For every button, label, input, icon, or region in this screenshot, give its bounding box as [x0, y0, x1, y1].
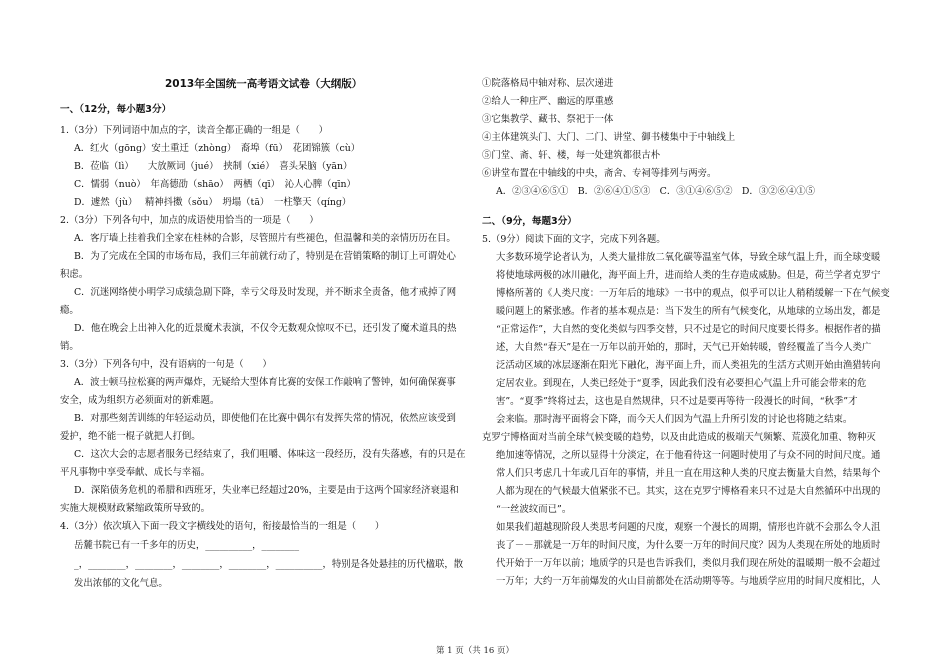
- right-text-line: 定居农业。到现在，人类已经处于“夏季，因此我们没有必要担心气温上升可能会带来的危: [496, 378, 867, 389]
- right-text-line: ⑥讲堂布置在中轴线的中央，斋舍、专祠等排列与两旁。: [482, 168, 717, 179]
- page-title: 2013年全国统一高考语文试卷（大纲版）: [165, 78, 363, 90]
- left-text-line: D．他在晚会上出神入化的近景魔术表演，不仅令无数观众惊叹不已，还引发了魔术道具的热: [74, 323, 457, 334]
- left-text-line: 岳麓书院已有一千多年的历史，__________，________: [74, 540, 300, 551]
- right-text-line: ①院落格局中轴对称、层次递进: [482, 78, 614, 89]
- left-text-line: 实施大规模财政紧缩政策所导致的。: [60, 503, 211, 514]
- right-text-line: 丧了－－那就是一万年的时间尺度，为什么要一万年的时间尺度？因为人类现在所处的地质时: [496, 540, 881, 551]
- left-text-line: D．遽然（jù） 精神抖擞（sǒu） 坍塌（tā） 一柱擎天（qíng）: [74, 197, 352, 208]
- left-text-line: 3.（3分）下列各句中，没有语病的一句是（ ）: [60, 359, 272, 370]
- right-text-line: A．②③④⑥⑤① B．②⑥④①⑤③ C．③①④⑥⑤② D．③②⑥④①⑤: [496, 186, 815, 197]
- left-text-line: B．对那些刻苦训练的年轻运动员，即使他们在比赛中偶尔有发挥失常的情况，依然应该受到: [74, 413, 456, 424]
- left-text-line: C．这次大会的志愿者服务已经结束了，我们咀嚼、体味这一段经历，没有失落感，有的只是在: [74, 449, 466, 460]
- left-text-line: 销。: [60, 341, 79, 352]
- right-text-line: 大多数环境学论者认为，人类大量排放二氧化碳等温室气体，导致全球气温上升，而全球变暖: [496, 252, 881, 263]
- left-text-line: D．深陷债务危机的希腊和西班牙，失业率已经超过20%，主要是由于这两个国家经济衰退和: [74, 485, 459, 496]
- left-text-line: 爱护，绝不能一棍子就把人打倒。: [60, 431, 201, 442]
- left-text-line: 1.（3分）下列词语中加点的字，读音全都正确的一组是（ ）: [60, 125, 329, 136]
- right-text-line: 二、（9分，每题3分）: [482, 216, 577, 227]
- right-text-line: “一丝波纹而已”。: [496, 504, 572, 515]
- right-text-line: 代开始于一万年以前；地质学的只是也告诉我们，类似月我们现在所处的温暖期一般不会超过: [496, 558, 881, 569]
- left-text-line: 2.（3分）下列各句中，加点的成语使用恰当的一项是（ ）: [60, 215, 319, 226]
- left-text-line: 瘾。: [60, 305, 79, 316]
- left-text-line: 安全，成为组织方必须面对的新难题。: [60, 395, 220, 406]
- left-text-line: B．莅临（lì） 大放厥词（jué） 挟制（xié） 喜头呆脑（yān）: [74, 161, 353, 172]
- right-text-line: 暖问题上的紧张感。作者的基本观点是：当下发生的所有气候变化，从地球的立场出发，都是: [496, 306, 881, 317]
- right-text-line: 一万年；大约一万年前爆发的火山目前都处在活动期等等。与地质学应用的时间尺度相比，人: [496, 576, 881, 587]
- left-text-line: B．为了完成在全国的市场布局，我们三年前就行动了，特别是在营销策略的制订上可谓处心: [74, 251, 456, 262]
- right-text-line: 克罗宁博格面对当前全球气候变暖的趋势，以及由此造成的极端天气频繁、荒漠化加重、物种灭: [482, 432, 876, 443]
- right-text-line: 5.（9分）阅读下面的文字，完成下列各题。: [482, 234, 666, 245]
- right-text-line: 泛活动区域的冰层逐渐在阳光下融化，海平面上升，而人类祖先的生活方式则开始由渔猎转向: [496, 360, 881, 371]
- left-text-line: C．懦弱（nuò） 年高德劭（shāo） 两栖（qī） 沁人心脾（qīn）: [74, 179, 356, 190]
- right-text-line: 述，大自然“春天”是在一万年以前开始的，那时，天气已开始转暖，曾经覆盖了当今人类广: [496, 342, 872, 353]
- right-text-line: ④主体建筑头门、大门、二门、讲堂、御书楼集中于中轴线上: [482, 132, 736, 143]
- right-text-line: 人都为现在的气候最大值紧张不已。其实，这在克罗宁博格看来只不过是大自然循环中出现的: [496, 486, 881, 497]
- left-text-line: A．红火（gōng）安土重迁（zhòng） 裔埠（fū） 花团锦簇（cù）: [74, 143, 361, 154]
- right-text-line: 绝加速等情况，之所以显得十分淡定，在于他看待这一问题时使用了与众不同的时间尺度。通: [496, 450, 881, 461]
- left-text-line: 积虑。: [60, 269, 89, 280]
- right-text-line: 会来临。那时海平面将会下降，而今天人们因为气温上升所引发的讨论也将随之结束。: [496, 414, 853, 425]
- right-text-line: 博格所著的《人类尺度：一万年后的地球》一书中的观点，似乎可以让人稍稍缓解一下在气候变: [496, 288, 890, 299]
- right-text-line: 如果我们超越现阶段人类思考问题的尺度，观察一个漫长的周期，情形也许就不会那么令人沮: [496, 522, 881, 533]
- right-text-line: 害”。“夏季”终将过去，这也是自然规律，只不过是要再等待一段漫长的时间，“秋季”才: [496, 396, 858, 407]
- right-text-line: “正常运作”，大自然的变化类似与四季交替，只不过是它的时间尺度要长得多。根据作者的描: [496, 324, 881, 335]
- left-text-line: 平凡事物中享受奉献、成长与幸福。: [60, 467, 211, 478]
- left-text-line: 一、（12分，每小题3分）: [60, 104, 172, 115]
- page-footer: 第 1 页（共 16 页）: [435, 646, 515, 656]
- left-text-line: A．客厅墙上挂着我们全家在桂林的合影，尽管照片有些褪色，但温馨和美的亲情历历在目。: [74, 233, 456, 244]
- left-text-line: 4.（3分）依次填入下面一段文字横线处的语句，衔接最恰当的一组是（ ）: [60, 521, 385, 532]
- right-text-line: 常人们只考虑几十年或几百年的事情，并且一直在用这种人类的尺度去衡量大自然，结果每个: [496, 468, 881, 479]
- left-text-line: A．波士顿马拉松赛的两声爆炸，无疑给大型体育比赛的安保工作敲响了警钟，如何确保赛事: [74, 377, 456, 388]
- left-text-line: _，________，________，________，________，__________，特别是各处悬挂的历代楹联，散: [74, 559, 464, 570]
- left-text-line: 发出浓郁的文化气息。: [74, 578, 168, 589]
- right-text-line: 将使地球两极的冰川融化，海平面上升，进而给人类的生存造成威胁。但是，荷兰学者克罗宁: [496, 270, 881, 281]
- right-text-line: ③它集教学、藏书、祭祀于一体: [482, 114, 614, 125]
- right-text-line: ②给人一种庄严、幽远的厚重感: [482, 96, 614, 107]
- right-text-line: ⑤门堂、斋、轩、楼，每一处建筑都很古朴: [482, 150, 661, 161]
- left-text-line: C．沉迷网络使小明学习成绩急剧下降，幸亏父母及时发现，并不断求全责备，他才戒掉了网: [74, 287, 457, 298]
